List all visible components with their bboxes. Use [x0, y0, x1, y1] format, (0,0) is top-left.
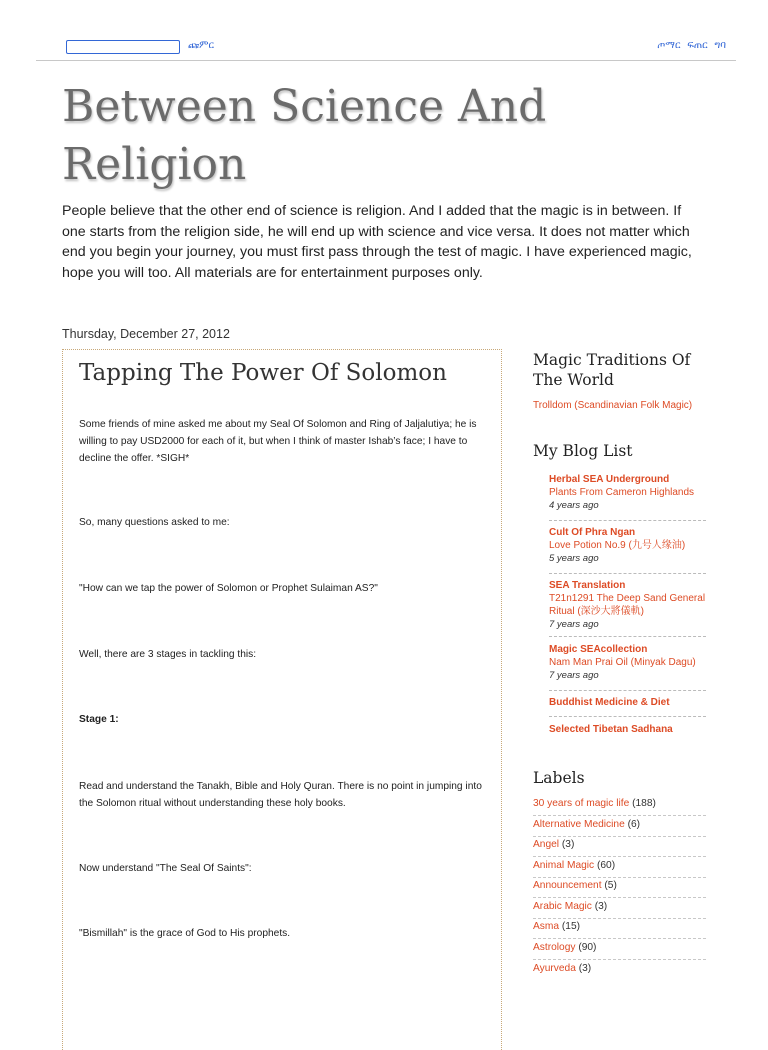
create-blog-signin-links[interactable]: ጦማር ፍጠር ግባ: [657, 40, 726, 51]
bloglist-post-age: 4 years ago: [549, 500, 599, 511]
label-count: (188): [632, 798, 656, 809]
bloglist-blog-name[interactable]: Selected Tibetan Sadhana: [549, 724, 673, 735]
label-link[interactable]: Arabic Magic: [533, 901, 592, 912]
labels-heading: Labels: [533, 769, 585, 787]
post-title[interactable]: Tapping The Power Of Solomon: [79, 360, 447, 386]
post-paragraph: Some friends of mine asked me about my Seal Of Solomon and Ring of Jaljalutiya; he is willing to pay USD2000 for each of it, but when I think of master Ishab’s face; I have to decline the offer. *SIGH*: [79, 419, 477, 464]
label-count: (6): [627, 819, 641, 830]
bloglist-divider: [549, 636, 706, 637]
label-link[interactable]: Announcement: [533, 880, 602, 891]
bloglist-blog-name[interactable]: Cult Of Phra Ngan: [549, 527, 636, 538]
bloglist-divider: [549, 690, 706, 691]
bloglist-divider: [549, 520, 706, 521]
post-paragraph: So, many questions asked to me:: [79, 517, 230, 528]
search-input[interactable]: [66, 40, 180, 54]
label-count: (3): [561, 839, 575, 850]
label-link[interactable]: Alternative Medicine: [533, 819, 625, 830]
label-count: (5): [604, 880, 617, 891]
label-item: [533, 918, 706, 939]
label-item: [533, 857, 706, 878]
bloglist-item: [549, 526, 706, 566]
blog-description: People believe that the other end of science is religion. And I added that the magic is in between. If one starts from the religion side, he will end up with science and vice versa. It does not matter which end you begin your journey, you must first pass through the test of magic. I have experienced magic, hope you will too. All materials are for entertainment purposes only.: [62, 203, 692, 281]
bloglist-item: [549, 696, 706, 709]
bloglist-post-title[interactable]: Nam Man Prai Oil (Minyak Dagu): [549, 657, 696, 668]
label-link[interactable]: Astrology: [533, 942, 576, 953]
bloglist-blog-name[interactable]: SEA Translation: [549, 580, 626, 591]
label-count: (15): [561, 921, 581, 932]
bloglist-divider: [549, 716, 706, 717]
bloglist-item: [549, 643, 706, 683]
bloglist-post-title[interactable]: Love Potion No.9 (九号人缘油): [549, 540, 686, 551]
bloglist-blog-name[interactable]: Herbal SEA Underground: [549, 474, 670, 485]
bloglist-blog-name[interactable]: Buddhist Medicine & Diet: [549, 697, 670, 708]
post-container: [62, 349, 502, 1050]
bloglist-post-title[interactable]: Plants From Cameron Highlands: [549, 487, 695, 498]
post-paragraph: "Bismillah" is the grace of God to His prophets.: [79, 928, 291, 939]
top-navbar: [36, 36, 736, 61]
bloglist-post-title[interactable]: T21n1291 The Deep Sand General Ritual (深沙大將儀軌): [549, 593, 706, 617]
label-link[interactable]: Asma: [533, 921, 560, 932]
bloglist-post-age: 7 years ago: [549, 619, 599, 630]
search-button[interactable]: ጩምር: [188, 40, 215, 51]
label-link[interactable]: Angel: [533, 839, 560, 850]
post-paragraph-heading: Stage 1:: [79, 714, 119, 725]
label-item: [533, 898, 706, 919]
label-item: [533, 795, 706, 816]
bloglist-post-age: 7 years ago: [549, 670, 599, 681]
label-count: (90): [578, 942, 597, 953]
bloglist-heading: My Blog List: [533, 442, 633, 460]
post-paragraph: Now understand "The Seal Of Saints":: [79, 863, 252, 874]
post-paragraph: "How can we tap the power of Solomon or Prophet Sulaiman AS?": [79, 583, 378, 594]
bloglist-item: [549, 473, 706, 513]
traditions-heading: Magic Traditions Of The World: [533, 351, 691, 389]
label-item: [533, 939, 706, 960]
label-count: (60): [597, 860, 616, 871]
label-item: [533, 836, 706, 857]
traditions-link[interactable]: Trolldom (Scandinavian Folk Magic): [533, 400, 693, 411]
label-item: [533, 816, 706, 837]
post-paragraph: Well, there are 3 stages in tackling this:: [79, 649, 257, 660]
blog-title[interactable]: Between Science And Religion: [62, 81, 547, 190]
bloglist-blog-name[interactable]: Magic SEAcollection: [549, 644, 648, 655]
label-link[interactable]: 30 years of magic life: [533, 798, 630, 809]
label-item: [533, 877, 706, 898]
bloglist-post-age: 5 years ago: [549, 553, 599, 564]
bloglist-divider: [549, 573, 706, 574]
label-item: [533, 960, 706, 980]
label-link[interactable]: Ayurveda: [533, 963, 576, 974]
label-count: (3): [578, 963, 592, 974]
bloglist-item: [549, 723, 706, 736]
label-count: (3): [594, 901, 608, 912]
label-link[interactable]: Animal Magic: [533, 860, 595, 871]
post-date: Thursday, December 27, 2012: [62, 327, 230, 341]
bloglist-item: [549, 579, 706, 632]
post-paragraph: Read and understand the Tanakh, Bible and Holy Quran. There is no point in jumping into the Solomon ritual without understanding these holy books.: [79, 781, 482, 809]
